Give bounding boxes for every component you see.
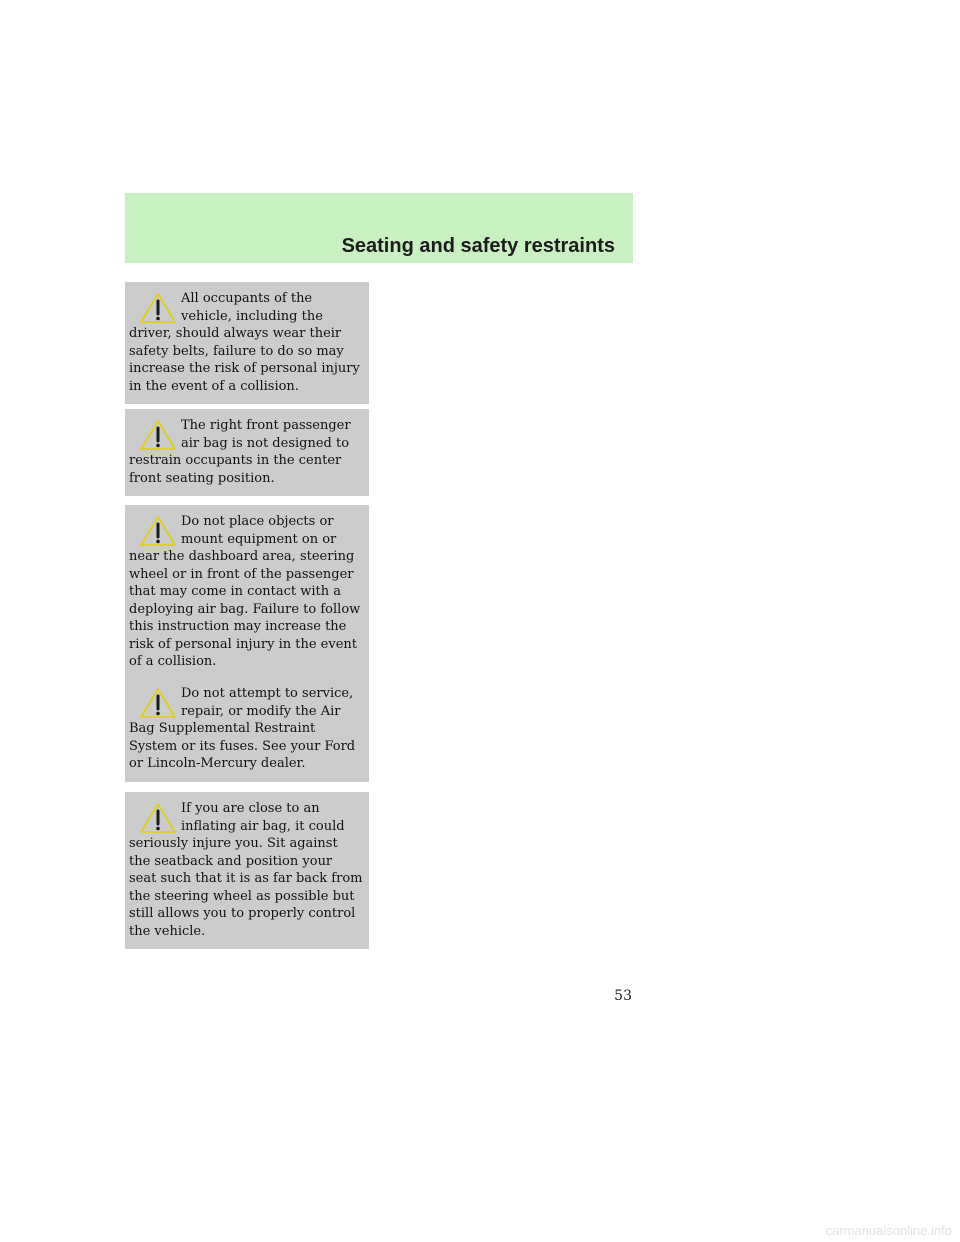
warning-triangle-icon [139, 802, 177, 834]
warning-text: If you are close to an inflating air bag, it could seriously injure you. Sit against the seatback and position your seat such that it is as far back from the steering wheel as possible but still allows you to properly control the vehicle. [129, 801, 363, 939]
warning-box [125, 282, 369, 404]
warning-text: Do not attempt to service, repair, or modify the Air Bag Supplemental Restraint System or its fuses. See your Ford or Lincoln-Mercury dealer. [129, 686, 356, 771]
warning-triangle-icon [139, 419, 177, 451]
warning-text: The right front passenger air bag is not designed to restrain occupants in the center front seating position. [129, 418, 351, 486]
warning-box [125, 409, 369, 496]
warning-triangle-icon [139, 515, 177, 547]
warning-box [125, 792, 369, 949]
warning-text: Do not place objects or mount equipment on or near the dashboard area, steering wheel or in front of the passenger that may come in contact with a deploying air bag. Failure to follow this instruction may increase the risk of personal injury in the event of a collision. [129, 514, 361, 669]
warning-text: All occupants of the vehicle, including the driver, should always wear their safety belts, failure to do so may increase the risk of personal injury in the event of a collision. [129, 291, 360, 394]
warning-box [125, 505, 369, 680]
section-header [125, 193, 633, 263]
warning-triangle-icon [139, 292, 177, 324]
section-title: Seating and safety restraints [341, 235, 615, 257]
page-number: 53 [614, 988, 632, 1004]
warning-box [125, 677, 369, 782]
site-watermark: carmanualsonline.info [825, 1223, 952, 1238]
warning-triangle-icon [139, 687, 177, 719]
